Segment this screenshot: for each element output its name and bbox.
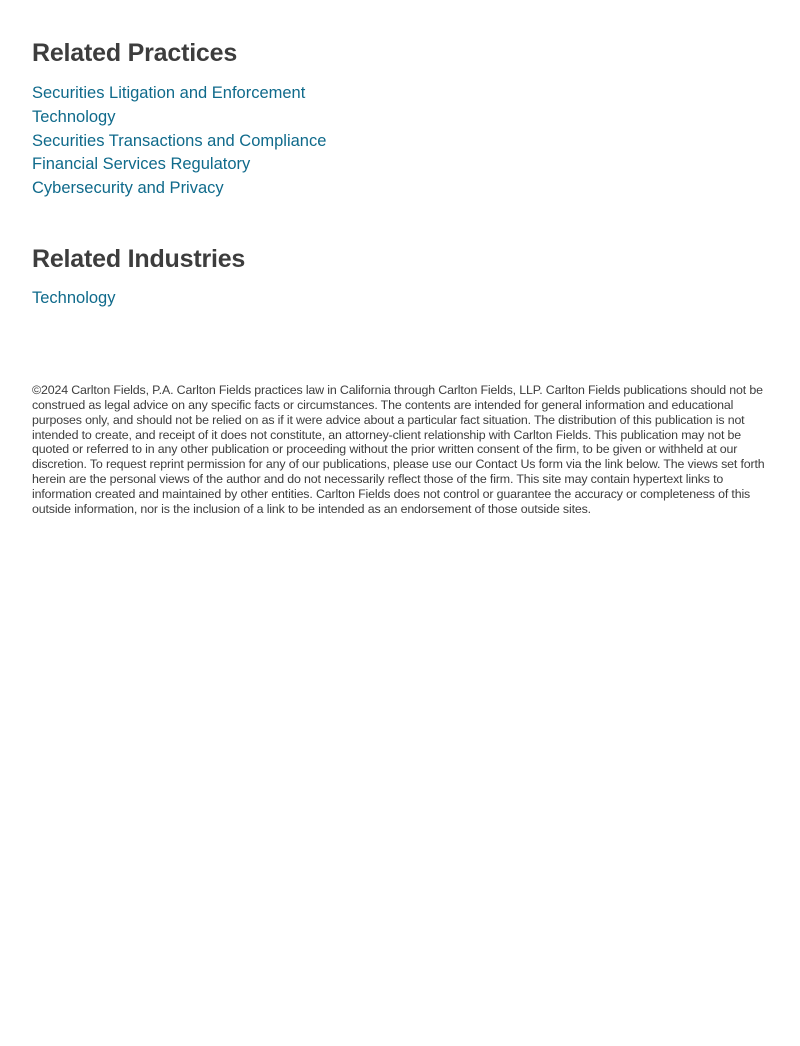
practice-link-securities-transactions[interactable]: Securities Transactions and Compliance [32, 131, 327, 150]
industry-link-technology[interactable]: Technology [32, 288, 116, 307]
related-practices-section [32, 0, 768, 201]
related-industries-list [32, 287, 768, 311]
legal-disclaimer: ©2024 Carlton Fields, P.A. Carlton Fields practices law in California through Carlton Fields, LLP. Carlton Fields publications should not be construed as legal advice on any specific facts or circumstances. The contents are intended for general information and educational purposes only, and should not be relied on as if it were advice about a particular fact situation. The distribution of this publication is not intended to create, and receipt of it does not constitute, an attorney-client relationship with Carlton Fields. This publication may not be quoted or referred to in any other publication or proceeding without the prior written consent of the firm, to be given or withheld at our discretion. To request reprint permission for any of our publications, please use our Contact Us form via the link below. The views set forth herein are the personal views of the author and do not necessarily reflect those of the firm. This site may contain hypertext links to information created and maintained by other entities. Carlton Fields does not control or guarantee the accuracy or completeness of this outside information, nor is the inclusion of a link to be intended as an endorsement of those outside sites. [32, 382, 765, 517]
related-practices-heading: Related Practices [32, 39, 238, 67]
practice-link-financial-services[interactable]: Financial Services Regulatory [32, 155, 251, 174]
list-item [32, 153, 768, 177]
list-item [32, 177, 768, 201]
practice-link-securities-litigation[interactable]: Securities Litigation and Enforcement [32, 84, 306, 102]
practice-link-cybersecurity[interactable]: Cybersecurity and Privacy [32, 179, 224, 198]
related-practices-list [32, 82, 768, 201]
list-item [32, 130, 768, 154]
related-industries-section [32, 244, 768, 311]
list-item [32, 82, 768, 106]
practice-link-technology[interactable]: Technology [32, 107, 116, 126]
document-page [32, 0, 768, 529]
related-industries-heading: Related Industries [32, 244, 246, 273]
list-item [32, 106, 768, 130]
list-item [32, 287, 768, 311]
